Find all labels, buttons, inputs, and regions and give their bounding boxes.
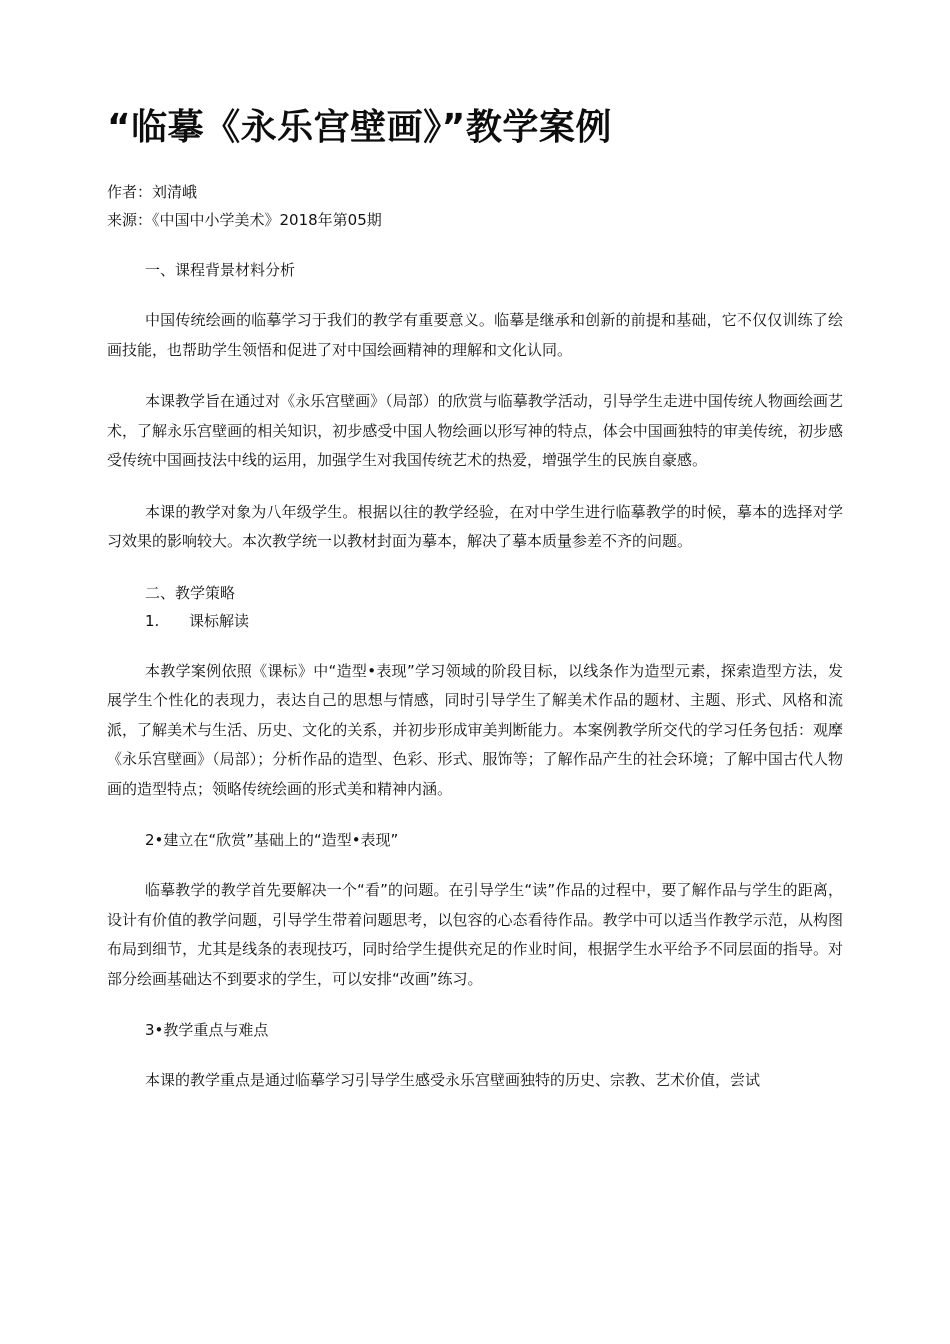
- subheading-1-number: 1.: [145, 611, 160, 630]
- subheading-3: 3•教学重点与难点: [145, 1021, 269, 1039]
- subheading-2: 2•建立在“欣赏”基础上的“造型•表现”: [145, 831, 399, 849]
- subheading-1-label: 课标解读: [189, 611, 250, 630]
- section-heading-1: 一、课程背景材料分析: [145, 261, 296, 279]
- paragraph-1: 中国传统绘画的临摹学习于我们的教学有重要意义。临摹是继承和创新的前提和基础，它不仅仅训练了绘画技能，也帮助学生领悟和促进了对中国绘画精神的理解和文化认同。: [107, 311, 843, 359]
- document-title: “临摹《永乐宫壁画》”教学案例: [107, 107, 612, 148]
- paragraph-5: 临摹教学的教学首先要解决一个“看”的问题。在引导学生“读”作品的过程中，要了解作品与学生的距离，设计有价值的教学问题，引导学生带着问题思考，以包容的心态看待作品。教学中可以适当作教学示范，从构图布局到细节，尤其是线条的表现技巧，同时给学生提供充足的作业时间，根据学生水平给予不同层面的指导。对部分绘画基础达不到要求的学生，可以安排“改画”练习。: [107, 881, 843, 988]
- paragraph-2: 本课教学旨在通过对《永乐宫壁画》（局部）的欣赏与临摹教学活动，引导学生走进中国传统人物画绘画艺术，了解永乐宫壁画的相关知识，初步感受中国人物绘画以形写神的特点，体会中国画独特的审美传统，初步感受传统中国画技法中线的运用，加强学生对我国传统艺术的热爱，增强学生的民族自豪感。: [107, 392, 843, 469]
- document-meta: [107, 178, 843, 234]
- paragraph-6: 本课的教学重点是通过临摹学习引导学生感受永乐宫壁画独特的历史、宗教、艺术价值，尝试: [145, 1071, 761, 1089]
- paragraph-4: 本教学案例依照《课标》中“造型•表现”学习领域的阶段目标，以线条作为造型元素，探索造型方法，发展学生个性化的表现力，表达自己的思想与情感，同时引导学生了解美术作品的题材、主题、形式、风格和流派，了解美术与生活、历史、文化的关系，并初步形成审美判断能力。本案例教学所交代的学习任务包括：观摩《永乐宫壁画》（局部）；分析作品的造型、色彩、形式、服饰等；了解作品产生的社会环境；了解中国古代人物画的造型特点；领略传统绘画的形式美和精神内涵。: [107, 661, 843, 798]
- document-page: [107, 100, 843, 1096]
- source-line: 来源：《中国中小学美术》2018年第05期: [107, 211, 382, 229]
- subheading-1: [107, 607, 843, 635]
- paragraph-3: 本课的教学对象为八年级学生。根据以往的教学经验，在对中学生进行临摹教学的时候，摹本的选择对学习效果的影响较大。本次教学统一以教材封面为摹本，解决了摹本质量参差不齐的问题。: [107, 502, 843, 550]
- author-line: 作者：刘清峨: [107, 183, 198, 201]
- section-heading-2: 二、教学策略: [145, 583, 236, 602]
